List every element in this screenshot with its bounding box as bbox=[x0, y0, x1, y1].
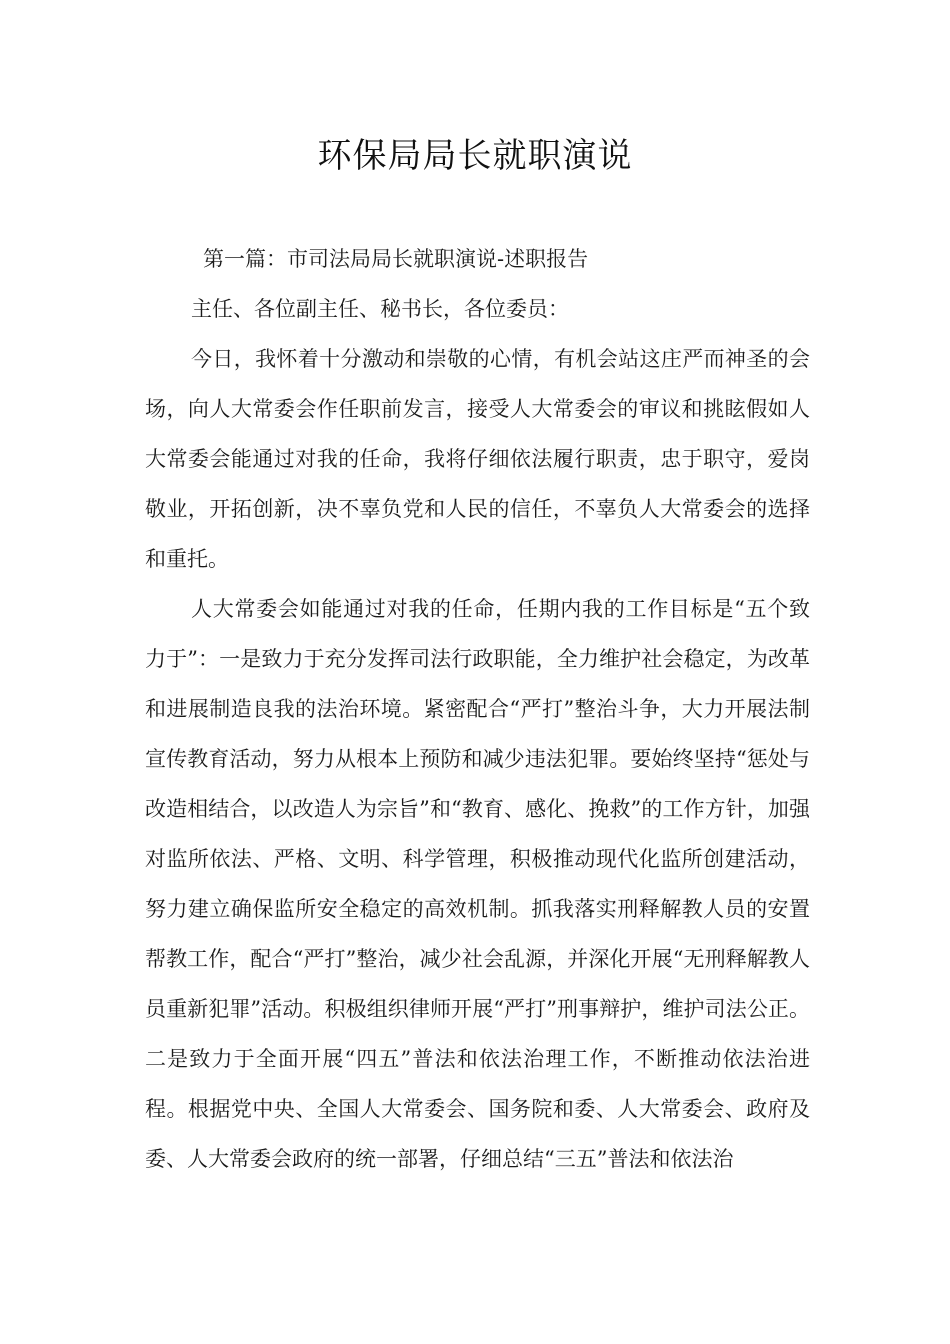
document-body bbox=[145, 234, 810, 1184]
paragraph-1: 今日，我怀着十分激动和崇敬的心情，有机会站这庄严而神圣的会场，向人大常委会作任职前发言，接受人大常委会的审议和挑眩假如人大常委会能通过对我的任命，我将仔细依法履行职责，忠于职守，爱岗敬业，开拓创新，决不辜负党和人民的信任，不辜负人大常委会的选择和重托。 bbox=[145, 347, 810, 571]
section-heading: 第一篇：市司法局局长就职演说-述职报告 bbox=[203, 247, 589, 271]
salutation: 主任、各位副主任、秘书长，各位委员： bbox=[191, 297, 569, 321]
paragraph-2: 人大常委会如能通过对我的任命，任期内我的工作目标是“五个致力于”：一是致力于充分发挥司法行政职能，全力维护社会稳定，为改革和进展制造良我的法治环境。紧密配合“严打”整治斗争，大力开展法制宣传教育活动，努力从根本上预防和减少违法犯罪。要始终坚持“惩处与改造相结合，以改造人为宗旨”和“教育、感化、挽救”的工作方针，加强对监所依法、严格、文明、科学管理，积极推动现代化监所创建活动，努力建立确保监所安全稳定的高效机制。抓我落实刑释解教人员的安置帮教工作，配合“严打”整治，减少社会乱源，并深化开展“无刑释解教人员重新犯罪”活动。积极组织律师开展“严打”刑事辩护，维护司法公正。二是致力于全面开展“四五”普法和依法治理工作，不断推动依法治进程。根据党中央、全国人大常委会、国务院和委、人大常委会、政府及委、人大常委会政府的统一部署，仔细总结“三五”普法和依法治 bbox=[145, 597, 810, 1171]
document-title: 环保局局长就职演说 bbox=[317, 136, 633, 176]
